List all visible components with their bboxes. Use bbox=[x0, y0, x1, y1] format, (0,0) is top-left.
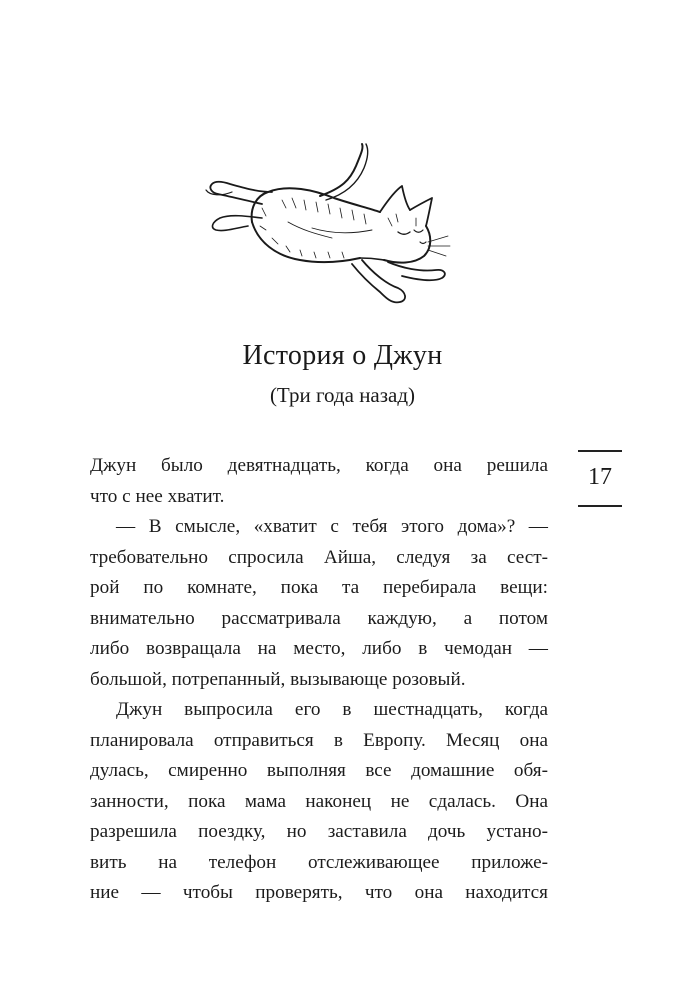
chapter-subtitle: (Три года назад) bbox=[269, 383, 416, 407]
page-number: 17 bbox=[588, 464, 612, 490]
text-line: планировала отправиться в Европу. Месяц она bbox=[90, 729, 548, 751]
text-line: ние — чтобы проверять, что она находится bbox=[90, 882, 548, 903]
text-line: Джун выпросила его в шестнадцать, когда bbox=[116, 699, 548, 720]
body-text bbox=[90, 451, 548, 909]
text-line: Джун было девятнадцать, когда она решила bbox=[90, 455, 548, 476]
text-line: большой, потрепанный, вызывающе розовый. bbox=[90, 668, 466, 690]
text-line: дулась, смиренно выполняя все домашние обя- bbox=[90, 760, 548, 781]
text-line: занности, пока мама наконец не сдалась. Она bbox=[90, 790, 548, 812]
text-line: что с нее хватит. bbox=[90, 485, 225, 507]
text-line: либо возвращала на место, либо в чемодан — bbox=[90, 638, 548, 659]
text-line: вить на телефон отслеживающее приложе- bbox=[90, 851, 548, 873]
text-line: внимательно рассматривала каждую, а потом bbox=[90, 607, 548, 629]
text-line: разрешила поездку, но заставила дочь устано- bbox=[90, 821, 548, 842]
sleeping-cat-illustration bbox=[192, 138, 462, 308]
text-line: требовательно спросила Айша, следуя за сест- bbox=[90, 546, 548, 568]
text-line: — В смысле, «хватит с тебя этого дома»? — bbox=[116, 516, 548, 537]
page-number-rule-bottom bbox=[578, 505, 622, 507]
page-number-marker bbox=[578, 450, 622, 506]
text-line: рой по комнате, пока та перебирала вещи: bbox=[90, 577, 548, 598]
chapter-title: История о Джун bbox=[242, 340, 443, 371]
page-number-rule-top bbox=[578, 450, 622, 452]
